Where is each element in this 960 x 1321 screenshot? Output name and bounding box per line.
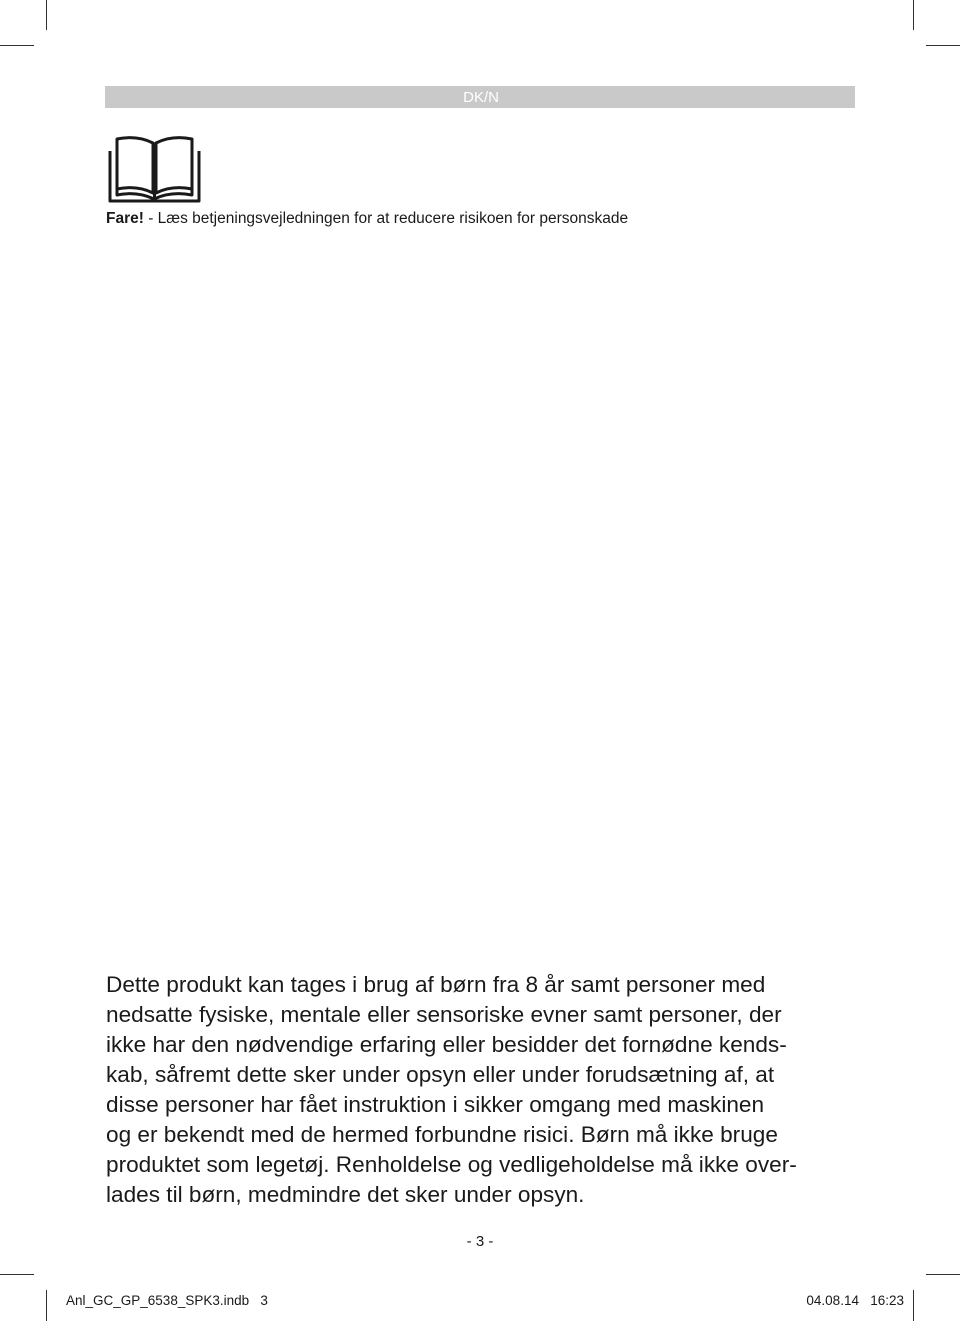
notice-line: lades til børn, medmindre det sker under opsyn. (106, 1182, 585, 1207)
page-number: - 3 - (466, 1233, 494, 1250)
footer-timestamp-text: 04.08.14 16:23 (806, 1293, 904, 1308)
warning-text (106, 210, 628, 228)
notice-line: kab, såfremt dette sker under opsyn eller under forudsætning af, at (106, 1062, 775, 1087)
notice-line: produktet som legetøj. Renholdelse og vedligeholdelse må ikke over- (106, 1152, 797, 1177)
language-header-bar (105, 86, 855, 108)
notice-line: disse personer har fået instruktion i sikker omgang med maskinen (106, 1092, 765, 1117)
crop-mark (46, 1290, 47, 1321)
crop-mark (926, 1274, 960, 1275)
notice-line: Dette produkt kan tages i brug af børn fra 8 år samt personer med (106, 972, 766, 997)
crop-mark (46, 0, 47, 30)
notice-line: nedsatte fysiske, mentale eller sensoriske evner samt personer, der (106, 1002, 782, 1027)
notice-line: og er bekendt med de hermed forbundne risici. Børn må ikke bruge (106, 1122, 778, 1147)
footer-file-text: Anl_GC_GP_6538_SPK3.indb 3 (66, 1293, 268, 1308)
open-book-icon (107, 133, 202, 203)
crop-mark (0, 1274, 34, 1275)
warning-message: - Læs betjeningsvejledningen for at reducere risikoen for personskade (143, 210, 629, 227)
safety-notice (106, 970, 846, 1210)
crop-mark (913, 1290, 914, 1321)
warning-label: Fare! (106, 210, 144, 227)
footer-filename (66, 1293, 268, 1308)
crop-mark (913, 0, 914, 30)
notice-line: ikke har den nødvendige erfaring eller besidder det fornødne kends- (106, 1032, 787, 1057)
crop-mark (926, 45, 960, 46)
language-code: DK/N (463, 89, 499, 106)
footer-timestamp (806, 1293, 904, 1308)
crop-mark (0, 45, 34, 46)
